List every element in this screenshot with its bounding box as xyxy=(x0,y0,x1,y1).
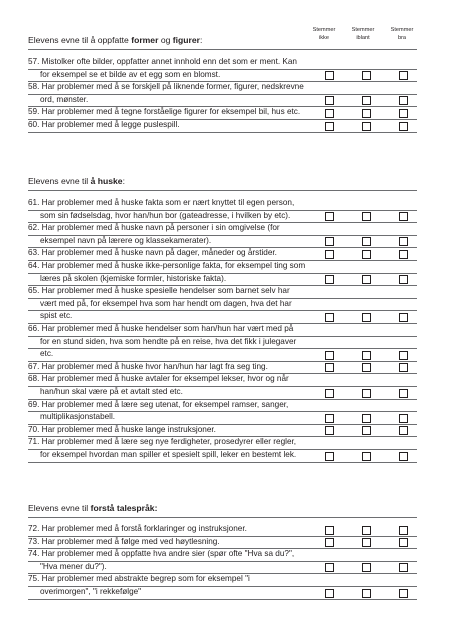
section-title-text: Elevens evne til å oppfatte xyxy=(28,35,132,45)
answer-checkbox-stemmer-bra[interactable] xyxy=(399,351,408,360)
question-text: 75. Har problemer med abstrakte begrep som for eksempel "i xyxy=(28,574,250,584)
question-text: han/hun skal være på et avtalt sted etc. xyxy=(40,387,183,396)
question-text: 74. Har problemer med å oppfatte hva andre sier (spør ofte "Hva sa du?", xyxy=(28,549,295,559)
answer-checkbox-stemmer-iblant[interactable] xyxy=(362,275,371,284)
section-title xyxy=(28,176,125,186)
section-divider xyxy=(28,49,417,50)
column-header-stemmer-bra xyxy=(382,27,422,42)
answer-checkbox-stemmer-iblant[interactable] xyxy=(362,452,371,461)
answer-checkbox-stemmer-bra[interactable] xyxy=(399,109,408,118)
question-text: etc. xyxy=(40,349,54,359)
question-text: 58. Har problemer med å se forskjell på liknende former, figurer, nedskrevne xyxy=(28,82,304,92)
row-divider xyxy=(28,132,417,133)
question-text: 71. Har problemer med å lære seg nye ferdigheter, prosedyrer eller regler, xyxy=(28,437,297,447)
answer-checkbox-stemmer-ikke[interactable] xyxy=(325,351,334,360)
answer-checkbox-stemmer-bra[interactable] xyxy=(399,538,408,547)
question-text: 70. Har problemer med å huske lange instruksjoner. xyxy=(28,424,216,434)
question-text: eksempel navn på lærere og klassekamerater). xyxy=(40,235,212,245)
answer-checkbox-stemmer-bra[interactable] xyxy=(399,275,408,284)
row-divider xyxy=(28,462,417,463)
question-text: 62. Har problemer med å huske navn på personer i sin omgivelse (for xyxy=(28,223,280,233)
question-text: 73. Har problemer med å følge med ved høytlesning. xyxy=(28,536,220,546)
answer-checkbox-stemmer-bra[interactable] xyxy=(399,563,408,572)
question-text: 57. Mistolker ofte bilder, oppfatter annet innhold enn det som er ment. Kan xyxy=(28,57,297,66)
section-title xyxy=(28,503,157,513)
question-text: 68. Har problemer med å huske avtaler for eksempel lekser, hvor og når xyxy=(28,374,289,384)
question-text: 59. Har problemer med å tegne forståelige figurer for eksempel bil, hus etc. xyxy=(28,107,301,117)
section-title-emphasis: forstå talespråk: xyxy=(90,503,158,513)
answer-checkbox-stemmer-iblant[interactable] xyxy=(362,414,371,423)
row-divider xyxy=(28,599,417,600)
question-text: 61. Har problemer med å huske fakta som er nært knyttet til egen person, xyxy=(28,198,295,207)
answer-checkbox-stemmer-bra[interactable] xyxy=(399,426,408,435)
section-title-emphasis: å huske xyxy=(90,176,123,186)
answer-checkbox-stemmer-ikke[interactable] xyxy=(325,109,334,118)
answer-checkbox-stemmer-bra[interactable] xyxy=(399,414,408,423)
answer-checkbox-stemmer-bra[interactable] xyxy=(399,237,408,246)
question-text: 66. Har problemer med å huske hendelser som han/hun har vært med på xyxy=(28,324,294,333)
question-text: for en stund siden, hva som hendte på en reise, hva det fikk i julegaver xyxy=(40,336,297,346)
answer-checkbox-stemmer-iblant[interactable] xyxy=(362,212,371,221)
answer-checkbox-stemmer-bra[interactable] xyxy=(399,96,408,105)
answer-checkbox-stemmer-ikke[interactable] xyxy=(325,589,334,598)
question-text: læres på skolen (kjemiske formler, historiske fakta). xyxy=(40,273,227,283)
question-text: 69. Har problemer med å lære seg utenat, for eksempel ramser, sanger, xyxy=(28,399,289,409)
answer-checkbox-stemmer-iblant[interactable] xyxy=(362,589,371,598)
section-title-text: Elevens evne til xyxy=(28,176,91,186)
question-text: spist etc. xyxy=(40,311,73,321)
question-text: 65. Har problemer med å huske spesielle hendelser som barnet selv har xyxy=(28,286,290,296)
answer-checkbox-stemmer-iblant[interactable] xyxy=(362,96,371,105)
answer-checkbox-stemmer-iblant[interactable] xyxy=(362,250,371,259)
answer-checkbox-stemmer-iblant[interactable] xyxy=(362,389,371,398)
answer-checkbox-stemmer-ikke[interactable] xyxy=(325,212,334,221)
question-text: vært med på, for eksempel hva som har hendt om dagen, hva det har xyxy=(40,298,292,308)
answer-checkbox-stemmer-ikke[interactable] xyxy=(325,452,334,461)
question-text: 67. Har problemer med å huske hvor han/hun har lagt fra seg ting. xyxy=(28,361,268,371)
answer-checkbox-stemmer-ikke[interactable] xyxy=(325,426,334,435)
answer-checkbox-stemmer-iblant[interactable] xyxy=(362,351,371,360)
answer-checkbox-stemmer-iblant[interactable] xyxy=(362,122,371,131)
answer-checkbox-stemmer-iblant[interactable] xyxy=(362,538,371,547)
question-text: ord, mønster. xyxy=(40,94,89,104)
answer-checkbox-stemmer-ikke[interactable] xyxy=(325,526,334,535)
answer-checkbox-stemmer-ikke[interactable] xyxy=(325,538,334,547)
answer-checkbox-stemmer-iblant[interactable] xyxy=(362,71,371,80)
answer-checkbox-stemmer-bra[interactable] xyxy=(399,363,408,372)
answer-checkbox-stemmer-iblant[interactable] xyxy=(362,313,371,322)
column-header-line: Stemmer xyxy=(312,27,336,33)
answer-checkbox-stemmer-bra[interactable] xyxy=(399,71,408,80)
answer-checkbox-stemmer-ikke[interactable] xyxy=(325,237,334,246)
answer-checkbox-stemmer-ikke[interactable] xyxy=(325,71,334,80)
section-divider xyxy=(28,190,417,191)
column-header-line: bra xyxy=(397,34,407,41)
column-header-stemmer-iblant xyxy=(343,27,383,42)
answer-checkbox-stemmer-iblant[interactable] xyxy=(362,363,371,372)
column-header-line: Stemmer xyxy=(351,27,375,33)
question-text: som sin fødselsdag, hvor han/hun bor (gateadresse, i hvilken by etc). xyxy=(40,210,291,220)
section-divider xyxy=(28,517,417,518)
column-header-line: ikke xyxy=(319,34,329,41)
question-text: for eksempel hvordan man spiller et spesielt spill, leker en bestemt lek. xyxy=(40,450,297,459)
column-header-line: Stemmer xyxy=(390,27,414,33)
answer-checkbox-stemmer-ikke[interactable] xyxy=(325,389,334,398)
answer-checkbox-stemmer-bra[interactable] xyxy=(399,313,408,322)
column-header-line: iblant xyxy=(356,34,370,41)
answer-checkbox-stemmer-bra[interactable] xyxy=(399,122,408,131)
answer-checkbox-stemmer-bra[interactable] xyxy=(399,526,408,535)
answer-checkbox-stemmer-bra[interactable] xyxy=(399,212,408,221)
answer-checkbox-stemmer-ikke[interactable] xyxy=(325,313,334,322)
section-title-text: : xyxy=(122,176,125,186)
question-text: overimorgen", "i rekkefølge" xyxy=(40,587,142,596)
section-title-text: og xyxy=(158,35,173,45)
question-text: for eksempel se et bilde av et egg som en blomst. xyxy=(40,69,221,79)
answer-checkbox-stemmer-bra[interactable] xyxy=(399,250,408,259)
answer-checkbox-stemmer-ikke[interactable] xyxy=(325,122,334,131)
answer-checkbox-stemmer-bra[interactable] xyxy=(399,589,408,598)
section-title xyxy=(28,35,202,45)
question-text: 63. Har problemer med å huske navn på dager, måneder og årstider. xyxy=(28,248,277,258)
answer-checkbox-stemmer-ikke[interactable] xyxy=(325,363,334,372)
answer-checkbox-stemmer-iblant[interactable] xyxy=(362,426,371,435)
answer-checkbox-stemmer-iblant[interactable] xyxy=(362,237,371,246)
section-title-emphasis: figurer xyxy=(172,35,200,45)
answer-checkbox-stemmer-ikke[interactable] xyxy=(325,414,334,423)
section-title-text: Elevens evne til xyxy=(28,503,91,513)
answer-checkbox-stemmer-ikke[interactable] xyxy=(325,275,334,284)
answer-checkbox-stemmer-ikke[interactable] xyxy=(325,250,334,259)
answer-checkbox-stemmer-bra[interactable] xyxy=(399,452,408,461)
answer-checkbox-stemmer-ikke[interactable] xyxy=(325,96,334,105)
answer-checkbox-stemmer-ikke[interactable] xyxy=(325,563,334,572)
answer-checkbox-stemmer-bra[interactable] xyxy=(399,389,408,398)
answer-checkbox-stemmer-iblant[interactable] xyxy=(362,109,371,118)
column-header-stemmer-ikke xyxy=(304,27,344,42)
question-text: 64. Har problemer med å huske ikke-personlige fakta, for eksempel ting som xyxy=(28,261,306,270)
section-title-text: : xyxy=(200,35,203,45)
answer-checkbox-stemmer-iblant[interactable] xyxy=(362,563,371,572)
question-text: 72. Har problemer med å forstå forklaringer og instruksjoner. xyxy=(28,524,247,533)
section-title-emphasis: former xyxy=(131,35,159,45)
question-text: "Hva mener du?"). xyxy=(40,561,107,571)
answer-checkbox-stemmer-iblant[interactable] xyxy=(362,526,371,535)
question-text: 60. Har problemer med å legge puslespill. xyxy=(28,120,180,129)
question-text: multiplikasjonstabell. xyxy=(40,412,116,422)
